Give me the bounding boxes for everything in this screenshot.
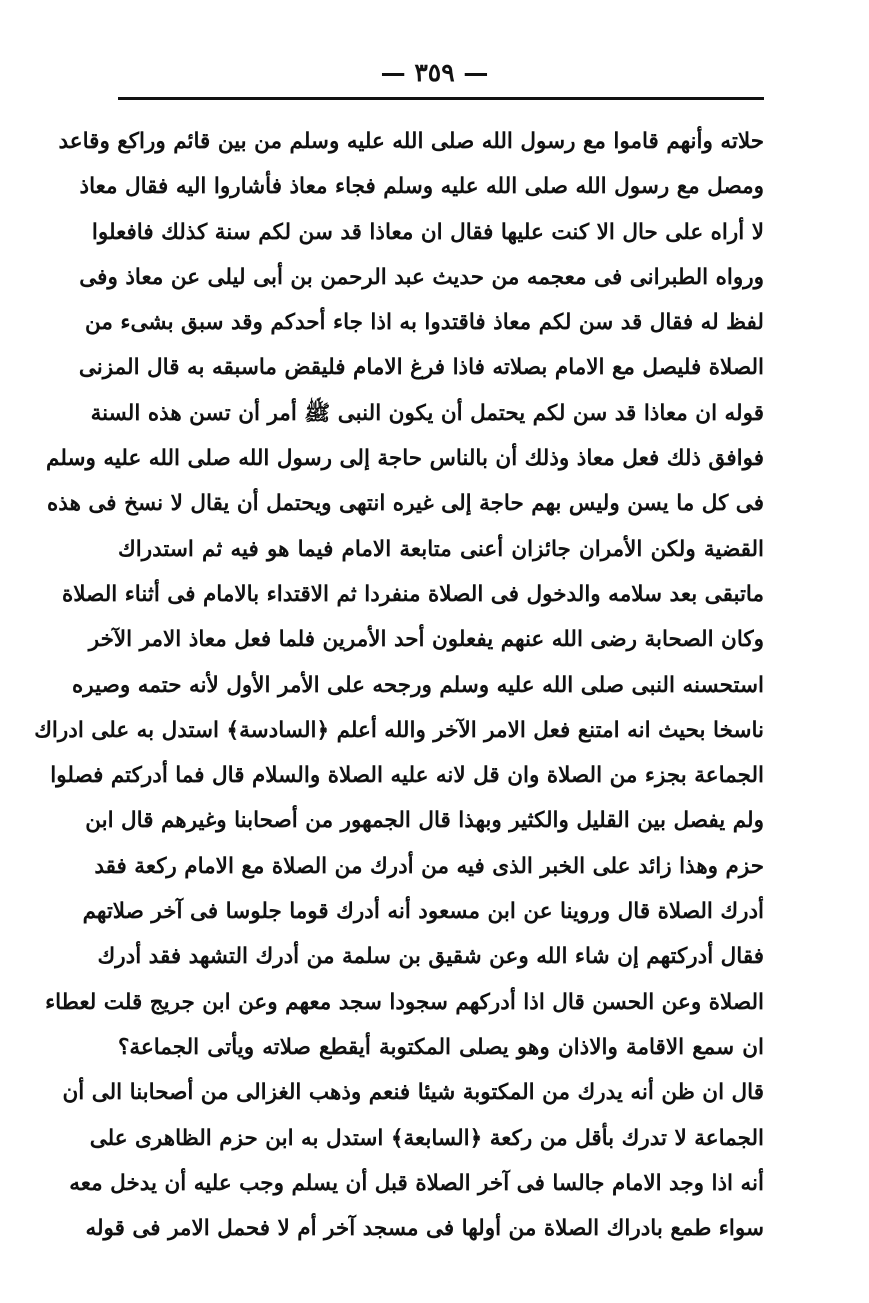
text-line: ورواه الطبرانى فى معجمه من حديث عبد الرحمن بن أبى ليلى عن معاذ وفى <box>79 264 764 290</box>
text-line: ان سمع الاقامة والاذان وهو يصلى المكتوبة أيقطع صلاته ويأتى الجماعة؟ <box>118 1034 764 1060</box>
text-line: فوافق ذلك فعل معاذ وذلك أن بالناس حاجة إلى رسول الله صلى الله عليه وسلم <box>46 446 764 472</box>
text-line: حلاته وأنهم قاموا مع رسول الله صلى الله عليه وسلم من بين قائم وراكع وقاعد <box>58 129 764 154</box>
text-line: الجماعة بجزء من الصلاة وان قل لانه عليه الصلاة والسلام قال فما أدركتم فصلوا <box>50 763 764 789</box>
text-line: الصلاة فليصل مع الامام بصلاته فاذا فرغ الامام فليقض ماسبقه به قال المزنى <box>78 355 764 381</box>
text-line: لا أراه على حال الا كنت عليها فقال ان معاذا قد سن لكم سنة كذلك فافعلوا <box>91 219 764 245</box>
text-line: أنه اذا وجد الامام جالسا فى آخر الصلاة قبل أن يسلم وجب عليه أن يدخل معه <box>69 1170 764 1196</box>
text-line: سواء طمع بادراك الصلاة من أولها فى مسجد آخر أم لا فحمل الامر فى قوله <box>85 1216 764 1242</box>
text-line: الجماعة لا تدرك بأقل من ركعة ﴿السابعة﴾ استدل به ابن حزم الظاهرى على <box>89 1125 764 1151</box>
page-number: — ٣٥٩ — <box>380 58 489 87</box>
text-line: ناسخا بحيث انه امتنع فعل الامر الآخر والله أعلم ﴿السادسة﴾ استدل به على ادراك <box>34 717 764 743</box>
text-line: أدرك الصلاة قال وروينا عن ابن مسعود أنه أدرك قوما جلوسا فى آخر صلاتهم <box>82 899 764 925</box>
text-line: حزم وهذا زائد على الخبر الذى فيه من أدرك من الصلاة مع الامام ركعة فقد <box>94 853 764 879</box>
text-line: ومصل مع رسول الله صلى الله عليه وسلم فجاء معاذ فأشاروا اليه فقال معاذ <box>79 174 764 200</box>
text-line: استحسنه النبى صلى الله عليه وسلم ورجحه على الأمر الأول لأنه حتمه وصيره <box>72 672 764 698</box>
text-line: ولم يفصل بين القليل والكثير وبهذا قال الجمهور من أصحابنا وغيرهم قال ابن <box>85 808 764 834</box>
text-line: قوله ان معاذا قد سن لكم يحتمل أن يكون النبى ﷺ أمر أن تسن هذه السنة <box>90 400 764 426</box>
text-line: فى كل ما يسن وليس بهم حاجة إلى غيره انتهى ويحتمل أن يقال لا نسخ فى هذه <box>47 491 764 517</box>
text-line: ماتبقى بعد سلامه والدخول فى الصلاة منفردا ثم الاقتداء بالامام فى أثناء الصلاة <box>61 581 764 607</box>
text-line: وكان الصحابة رضى الله عنهم يفعلون أحد الأمرين فلما فعل معاذ الامر الآخر <box>88 627 764 653</box>
text-line: قال ان ظن أنه يدرك من المكتوبة شيئا فنعم وذهب الغزالى من أصحابنا الى أن <box>62 1080 764 1106</box>
text-line: لفظ له فقال قد سن لكم معاذ فاقتدوا به اذا جاء أحدكم وقد سبق بشىء من <box>85 310 764 336</box>
text-line: الصلاة وعن الحسن قال اذا أدركهم سجودا سجد معهم وعن ابن جريج قلت لعطاء <box>45 989 764 1015</box>
text-line: القضية ولكن الأمران جائزان أعنى متابعة الامام فيما هو فيه ثم استدراك <box>118 536 764 562</box>
body-text <box>34 119 764 1251</box>
header-rule <box>118 97 764 100</box>
text-line: فقال أدركتهم إن شاء الله وعن شقيق بن سلمة من أدرك التشهد فقد أدرك <box>97 944 764 970</box>
